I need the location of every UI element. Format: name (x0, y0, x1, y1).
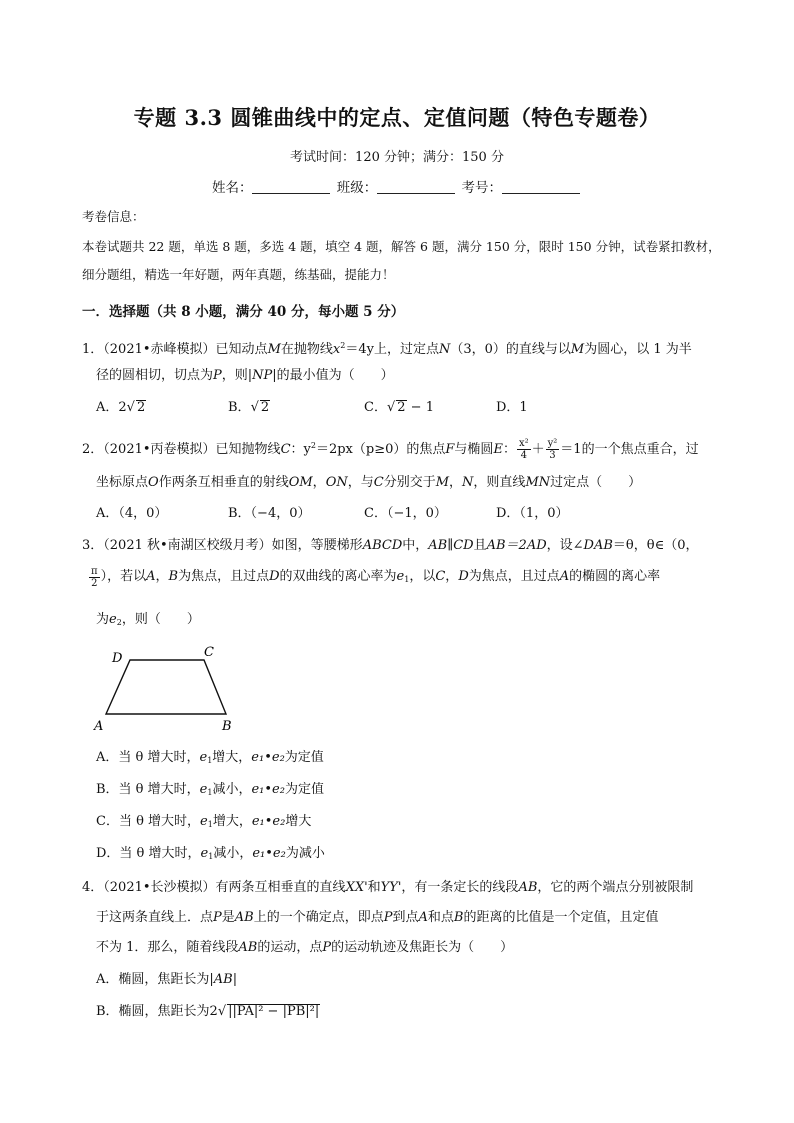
fraction-y2-over-3: $\frac{\text{y²}}{3}$ (547, 438, 558, 461)
student-info-row (0, 176, 794, 196)
q3-option-a[interactable]: A．当 θ 增大时，$e_1$增大，e₁•e₂为定值 (96, 750, 324, 765)
class-label: 班级： (336, 180, 378, 196)
question-1-line-2: 径的圆相切，切点为P，则|NP|的最小值为（ ） (96, 368, 394, 383)
info-line-1: 本卷试题共 22 题，单选 8 题，多选 4 题，填空 4 题，解答 6 题，满分 150 分，限时 150 分钟，试卷紧扣教材， (82, 239, 721, 254)
trapezoid-figure (92, 640, 252, 736)
question-3-line-3: 为$e_2$，则（ ） (96, 612, 200, 627)
q3-option-d[interactable]: D．当 θ 增大时，$e_1$减小，e₁•e₂为减小 (96, 846, 325, 861)
question-4-line-2: 于这两条直线上．点P是AB上的一个确定点，即点P到点A和点B的距离的比值是一个定值，且定值 (96, 910, 659, 925)
q1-option-c[interactable]: C．√ 2 − 1 (364, 400, 434, 415)
name-label: 姓名： (211, 180, 253, 196)
question-2-line-1: 2．（2021•丙卷模拟）已知抛物线C：$y^2=2px(p\ge 0)$的焦点F与椭圆E： $\frac{\text{x²}}{4}$ ＋ $\frac{\text{y²}}{3}$ ＝1的一个焦点重合，过 (82, 438, 699, 461)
class-blank[interactable] (377, 181, 455, 194)
q3-option-c[interactable]: C．当 θ 增大时，$e_1$增大，e₁•e₂增大 (96, 814, 312, 829)
q2-option-d[interactable]: D．（1，0） (496, 506, 569, 521)
vertex-label-b: B (222, 719, 232, 734)
section-heading: 一．选择题（共 8 小题，满分 40 分，每小题 5 分） (82, 304, 405, 320)
exam-time: 考试时间：120 分钟；满分：150 分 (290, 150, 504, 165)
name-blank[interactable] (252, 181, 330, 194)
q2-option-b[interactable]: B．（−4，0） (228, 506, 311, 521)
question-3-line-1: 3．（2021 秋•南湖区校级月考）如图，等腰梯形ABCD中，AB∥CD且AB＝2AD，设∠DAB＝θ，θ∈（0， (82, 538, 699, 553)
question-1-line-1: 1．（2021•赤峰模拟）已知动点M在抛物线$x^2=4y$上，过定点N（3，0）的直线与以M为圆心，以 1 为半 (82, 341, 692, 357)
info-heading: 考卷信息： (82, 209, 145, 224)
id-label: 考号： (461, 180, 503, 196)
trapezoid-shape (106, 660, 226, 714)
vertex-label-d: D (112, 651, 123, 666)
fraction-pi-over-2: $\frac{\pi}{2}$ (91, 566, 98, 589)
q1-option-b[interactable]: B．√ 2 (228, 400, 270, 415)
info-line-2: 细分题组，精选一年好题，两年真题，练基础，提能力！ (82, 267, 395, 282)
q3-option-b[interactable]: B．当 θ 增大时，$e_1$减小，e₁•e₂为定值 (96, 782, 324, 797)
q4-option-b[interactable]: B．椭圆，焦距长为2√ ||PA|² − |PB|²| (96, 1004, 320, 1019)
q2-option-a[interactable]: A．（4，0） (96, 506, 168, 521)
question-3-line-2: $\frac{\pi}{2}$ ），若以A，B为焦点，且过点D的双曲线的离心率为$e_1$，以C，D为焦点，且过点A的椭圆的离心率 (91, 566, 661, 589)
q2-option-c[interactable]: C．（−1，0） (364, 506, 447, 521)
id-blank[interactable] (502, 181, 580, 194)
question-4-line-1: 4．（2021•长沙模拟）有两条互相垂直的直线XX'和YY'，有一条定长的线段AB，它的两个端点分别被限制 (82, 880, 694, 895)
question-4-line-3: 不为 1．那么，随着线段AB的运动，点P的运动轨迹及焦距长为（ ） (96, 940, 514, 955)
q1-option-a[interactable]: A．2√ 2 (96, 400, 146, 415)
fraction-x2-over-4: $\frac{\text{x²}}{4}$ (518, 438, 529, 461)
vertex-label-a: A (94, 719, 104, 734)
q4-option-a[interactable]: A．椭圆，焦距长为|AB| (96, 972, 238, 987)
page-title: 专题 3.3 圆锥曲线中的定点、定值问题（特色专题卷） (133, 105, 661, 130)
question-2-line-2: 坐标原点O作两条互相垂直的射线OM，ON，与C分别交于M，N，则直线MN过定点（ ） (96, 475, 642, 490)
vertex-label-c: C (204, 645, 214, 660)
q1-option-d[interactable]: D．1 (496, 400, 528, 415)
